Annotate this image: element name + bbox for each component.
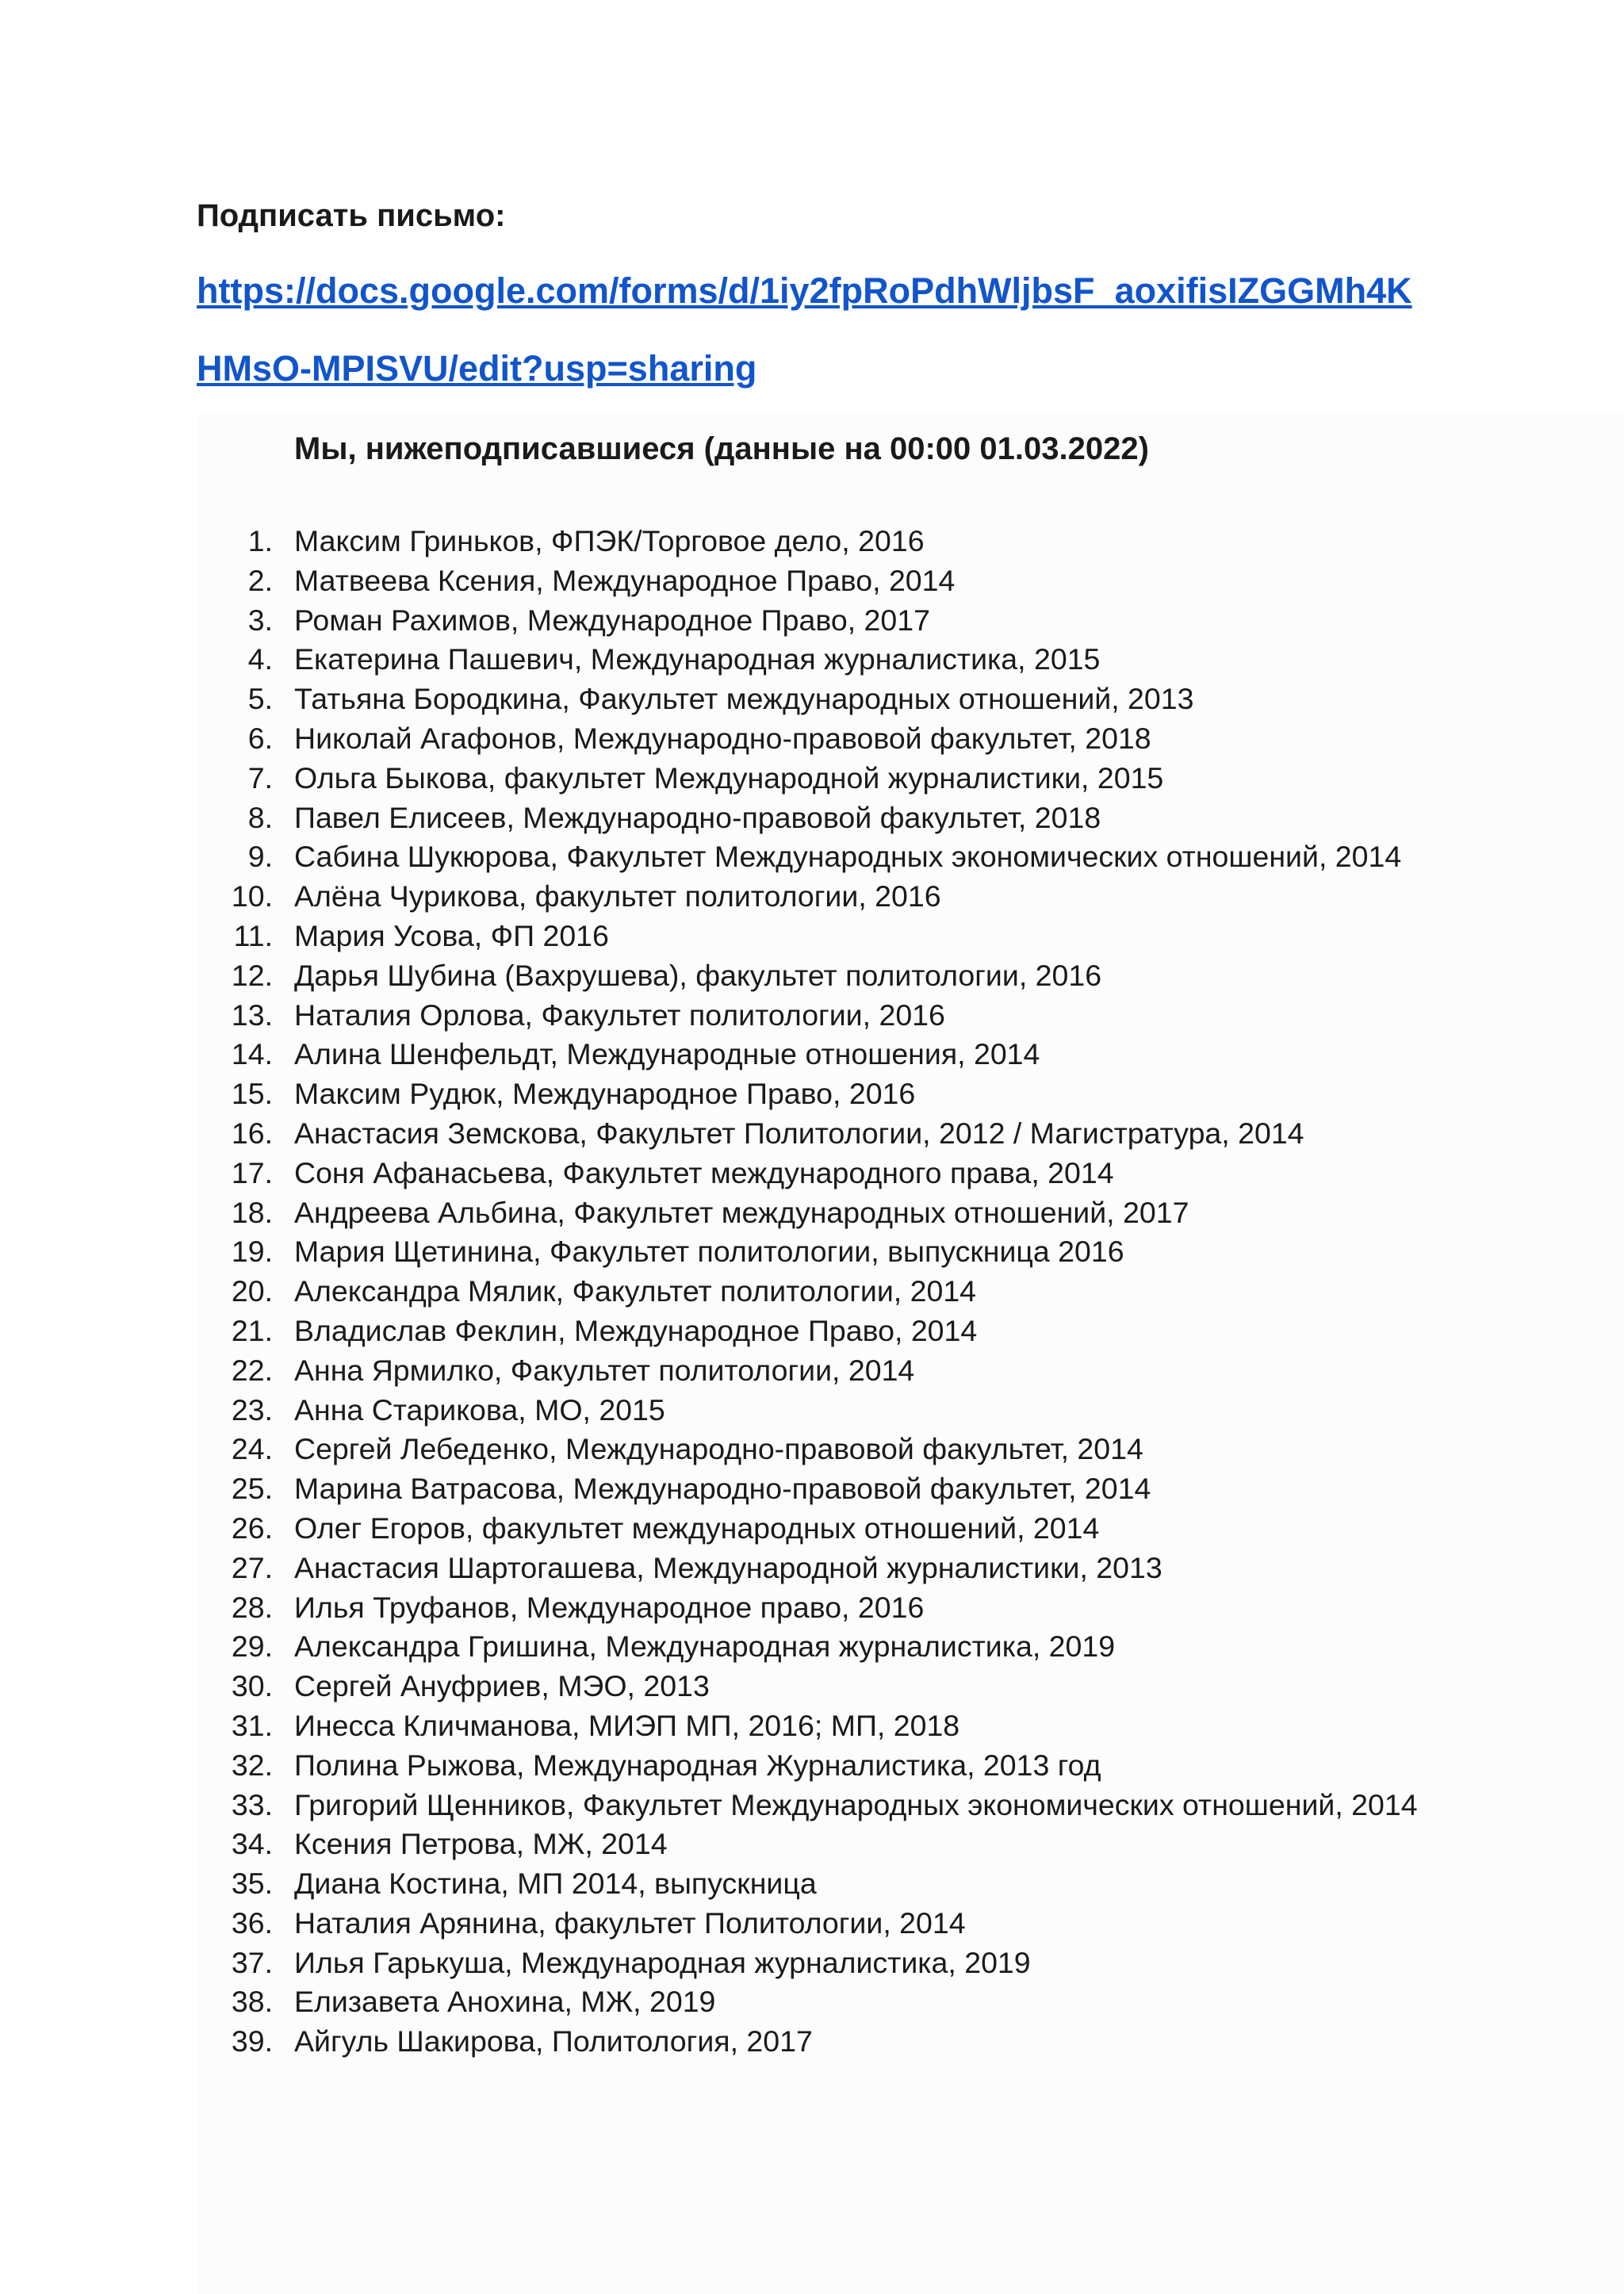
sign-letter-label: Подписать письмо: <box>197 198 506 233</box>
list-item-text: Ольга Быкова, факультет Международной журналистики, 2015 <box>294 760 1164 795</box>
list-item-number: 1. <box>247 524 273 557</box>
list-item-number: 24. <box>231 1432 273 1466</box>
list-item-number: 6. <box>247 721 273 755</box>
list-item-number: 29. <box>231 1630 273 1664</box>
list-item-number: 8. <box>247 800 273 834</box>
list-item-number: 9. <box>247 840 273 874</box>
list-item-number: 11. <box>233 918 273 952</box>
list-item-text: Владислав Феклин, Международное Право, 2014 <box>294 1313 978 1347</box>
list-item-text: Дарья Шубина (Вахрушева), факультет политологии, 2016 <box>294 958 1102 992</box>
list-item-number: 3. <box>247 603 273 637</box>
list-item-text: Алёна Чурикова, факультет политологии, 2016 <box>294 879 941 913</box>
list-item-number: 33. <box>231 1787 273 1821</box>
list-item-number: 20. <box>231 1274 273 1308</box>
list-item-text: Николай Агафонов, Международно-правовой факультет, 2018 <box>294 721 1151 755</box>
list-item-text: Анастасия Шартогашева, Международной журналистики, 2013 <box>294 1550 1162 1584</box>
list-item-number: 27. <box>231 1550 273 1584</box>
list-item-text: Александра Гришина, Международная журналистика, 2019 <box>294 1630 1116 1664</box>
list-item-number: 2. <box>247 563 273 597</box>
list-item-text: Татьяна Бородкина, Факультет международных отношений, 2013 <box>294 682 1194 716</box>
list-item-text: Сергей Ануфриев, МЭО, 2013 <box>294 1669 710 1703</box>
list-item-text: Анна Ярмилко, Факультет политологии, 2014 <box>294 1353 915 1387</box>
list-item-text: Мария Усова, ФП 2016 <box>294 918 609 952</box>
list-item-text: Сабина Шукюрова, Факультет Международных экономических отношений, 2014 <box>294 840 1402 874</box>
list-item-text: Наталия Арянина, факультет Политологии, 2014 <box>294 1905 966 1940</box>
list-item-text: Елизавета Анохина, МЖ, 2019 <box>294 1985 716 2019</box>
list-item-number: 15. <box>231 1077 273 1111</box>
list-item-number: 12. <box>231 958 273 992</box>
list-item-number: 21. <box>231 1313 273 1347</box>
list-item-text: Анна Старикова, МО, 2015 <box>294 1392 665 1427</box>
list-item-number: 23. <box>231 1392 273 1427</box>
list-item-text: Ксения Петрова, МЖ, 2014 <box>294 1827 668 1861</box>
list-item-text: Марина Ватрасова, Международно-правовой факультет, 2014 <box>294 1472 1151 1506</box>
list-item-number: 10. <box>231 879 273 913</box>
list-item-number: 28. <box>231 1590 273 1624</box>
list-item-number: 30. <box>231 1669 273 1703</box>
sign-form-link[interactable]: https://docs.google.com/forms/d/1iy2fpRoPdhWljbsF_aoxifisIZGGMh4KHMsO-MPISVU/edit?usp=sharing <box>197 270 1412 389</box>
list-item-text: Роман Рахимов, Международное Право, 2017 <box>294 603 930 637</box>
list-item-text: Алина Шенфельдт, Международные отношения, 2014 <box>294 1037 1040 1071</box>
list-item-number: 37. <box>231 1945 273 1979</box>
list-item-number: 32. <box>231 1748 273 1782</box>
list-item-text: Александра Мялик, Факультет политологии, 2014 <box>294 1274 977 1308</box>
list-item-text: Андреева Альбина, Факультет международных отношений, 2017 <box>294 1195 1189 1229</box>
signatories-heading: Мы, нижеподписавшиеся (данные на 00:00 01.03.2022) <box>294 431 1149 466</box>
list-item-text: Анастасия Земскова, Факультет Политологии, 2012 / Магистратура, 2014 <box>294 1116 1304 1150</box>
list-item-number: 13. <box>231 998 273 1032</box>
list-item-text: Олег Егоров, факультет международных отношений, 2014 <box>294 1511 1100 1545</box>
list-item-number: 35. <box>231 1867 273 1901</box>
list-item-text: Соня Афанасьева, Факультет международного права, 2014 <box>294 1155 1114 1189</box>
list-item-text: Екатерина Пашевич, Международная журналистика, 2015 <box>294 642 1101 676</box>
list-item-number: 19. <box>231 1235 273 1269</box>
list-item-text: Айгуль Шакирова, Политология, 2017 <box>294 2024 813 2058</box>
list-item-number: 22. <box>231 1353 273 1387</box>
list-item-number: 38. <box>231 1985 273 2019</box>
list-item-number: 26. <box>231 1511 273 1545</box>
list-item-text: Илья Труфанов, Международное право, 2016 <box>294 1590 925 1624</box>
list-item-text: Инесса Кличманова, МИЭП МП, 2016; МП, 2018 <box>294 1708 960 1742</box>
list-item-text: Максим Гриньков, ФПЭК/Торговое дело, 2016 <box>294 524 925 557</box>
list-item-text: Мария Щетинина, Факультет политологии, выпускница 2016 <box>294 1235 1124 1269</box>
list-item-text: Павел Елисеев, Международно-правовой факультет, 2018 <box>294 800 1101 834</box>
list-item-text: Илья Гарькуша, Международная журналистика, 2019 <box>294 1945 1031 1979</box>
list-item-number: 34. <box>231 1827 273 1861</box>
list-item-number: 16. <box>231 1116 273 1150</box>
list-item-number: 14. <box>231 1037 273 1071</box>
list-item-text: Максим Рудюк, Международное Право, 2016 <box>294 1077 916 1111</box>
list-item-number: 31. <box>231 1708 273 1742</box>
list-item-number: 25. <box>231 1472 273 1506</box>
list-item-text: Полина Рыжова, Международная Журналистика, 2013 год <box>294 1748 1101 1782</box>
list-item-number: 17. <box>231 1155 273 1189</box>
list-item-number: 18. <box>231 1195 273 1229</box>
list-item-number: 4. <box>247 642 273 676</box>
list-item-text: Григорий Щенников, Факультет Международных экономических отношений, 2014 <box>294 1787 1418 1821</box>
list-item-text: Матвеева Ксения, Международное Право, 2014 <box>294 563 956 597</box>
list-item-number: 5. <box>247 682 273 716</box>
list-item-number: 39. <box>231 2024 273 2058</box>
list-item-text: Диана Костина, МП 2014, выпускница <box>294 1867 817 1901</box>
list-item-text: Сергей Лебеденко, Международно-правовой факультет, 2014 <box>294 1432 1143 1466</box>
list-item-text: Наталия Орлова, Факультет политологии, 2016 <box>294 998 945 1032</box>
list-item-number: 36. <box>231 1905 273 1940</box>
list-item-number: 7. <box>247 760 273 795</box>
